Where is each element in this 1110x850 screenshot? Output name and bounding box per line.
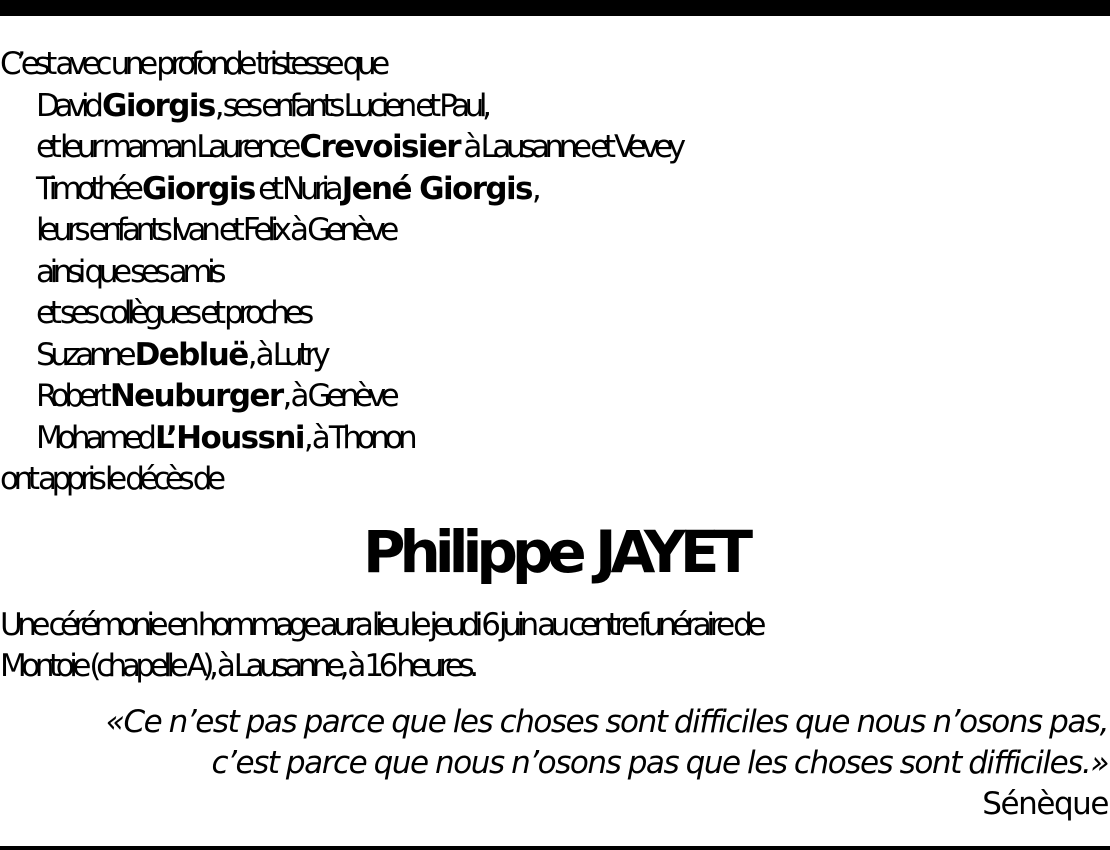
- mourner-detail: ainsi que ses amis: [36, 253, 222, 290]
- mourner-line: [0, 376, 1110, 418]
- mourner-line: [0, 252, 1110, 294]
- mourner-detail: ,: [531, 170, 537, 207]
- quote-line: c’est parce que nous n’osons pas que les choses sont difficiles.»: [211, 745, 1108, 781]
- ceremony-line: Une cérémonie en hommage aura lieu le jeudi 6 juin au centre funéraire de: [0, 607, 761, 643]
- mourner-line: [0, 210, 1110, 252]
- mourner-surname: L’Houssni: [154, 419, 304, 456]
- mourner-detail: , ses enfants Lucien et Paul,: [214, 87, 487, 124]
- quote-block: [0, 702, 1108, 825]
- mourner-detail: et ses collègues et proches: [36, 295, 309, 331]
- mourner-detail: , à Thonon: [303, 419, 413, 456]
- mourner-line: [0, 418, 1110, 460]
- mourner-detail: , à Lutry: [247, 336, 326, 373]
- mourner-detail: et Nuria: [254, 170, 342, 207]
- ceremony-info: [0, 605, 1110, 687]
- intro-text: ont appris le décès de: [0, 461, 221, 497]
- bottom-rule: [0, 846, 1110, 850]
- mourner-first-name: Robert: [36, 378, 110, 414]
- intro-line: [0, 459, 1110, 501]
- mourner-first-name: David: [36, 87, 102, 124]
- mourner-surname: Neuburger: [109, 378, 283, 414]
- mourner-surname: Jené Giorgis: [341, 170, 532, 207]
- mourner-surname: Debluë: [134, 336, 248, 373]
- mourner-detail: leurs enfants Ivan et Felix à Genève: [36, 212, 394, 248]
- intro-line: [0, 44, 1110, 86]
- top-rule: [0, 0, 1110, 16]
- mourner-line: [0, 169, 1110, 211]
- mourner-first-name: Suzanne: [36, 336, 135, 373]
- mourner-line: [0, 293, 1110, 335]
- mourner-surname: Giorgis: [101, 87, 215, 124]
- mourner-line: [0, 335, 1110, 377]
- mourner-surname: Crevoisier: [299, 129, 460, 165]
- mourner-first-name: Mohamed: [36, 419, 155, 456]
- quote-line: «Ce n’est pas parce que les choses sont difficiles que nous n’osons pas,: [105, 704, 1108, 740]
- mourner-line: [0, 127, 1110, 169]
- mourner-surname: Giorgis: [141, 170, 255, 207]
- announcement-intro: [0, 44, 1110, 501]
- mourner-first-name: Timothée: [36, 170, 142, 207]
- mourner-line: [0, 86, 1110, 128]
- mourner-first-name: et leur maman Laurence: [36, 129, 300, 165]
- intro-text: C’est avec une profonde tristesse que: [0, 46, 385, 82]
- ceremony-line: Montoie (chapelle A), à Lausanne, à 16 heures.: [0, 648, 474, 684]
- mourner-detail: à Lausanne et Vevey: [459, 129, 681, 165]
- deceased-name: Philippe JAYET: [362, 518, 748, 586]
- mourner-detail: , à Genève: [282, 378, 395, 414]
- quote-author: Sénèque: [982, 786, 1108, 822]
